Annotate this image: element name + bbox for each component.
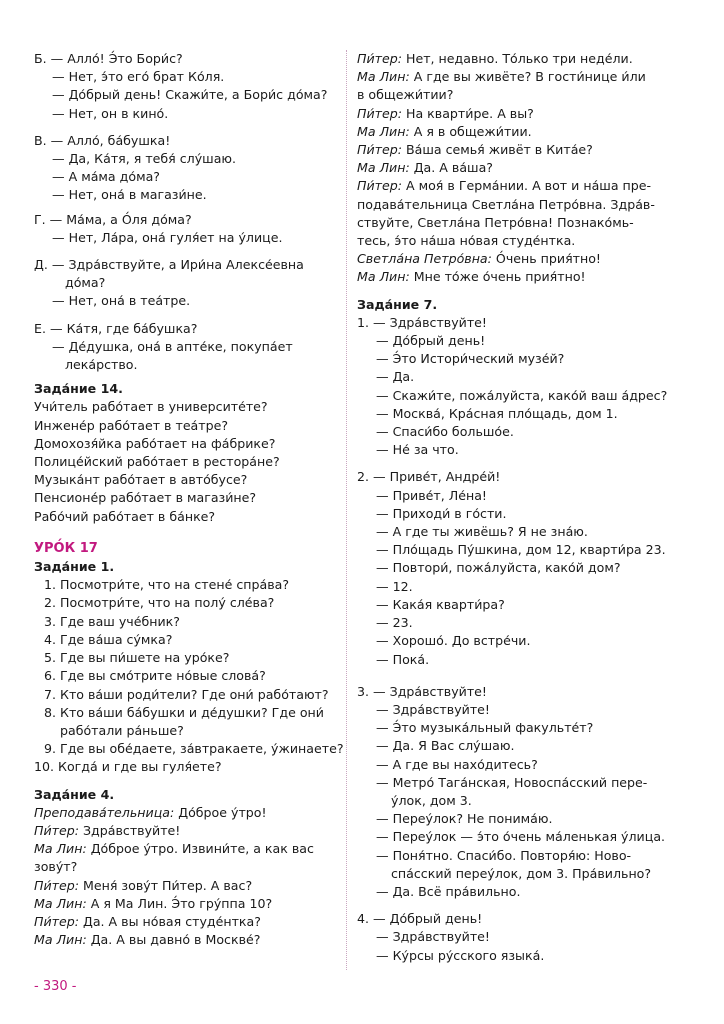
- dialog-d-line-1: Д. — Здра́вствуйте, а Ири́на Алексе́евна: [34, 257, 304, 273]
- task1-item-cont: рабо́тали ра́ньше?: [60, 722, 184, 738]
- task4-cont-line: Ма Лин: А я в общежи́тии.: [357, 123, 532, 139]
- page-number: - 330 -: [34, 979, 77, 994]
- task4-cont-line: Ма Лин: Да. А ва́ша?: [357, 160, 493, 176]
- task1-item: 7. Кто ва́ши роди́тели? Где они́ рабо́тают?: [44, 686, 329, 702]
- dialog-e-line-1: Е. — Ка́тя, где ба́бушка?: [34, 320, 198, 336]
- task7-d3-line: — Э́то музыка́льный факульте́т?: [376, 720, 594, 736]
- task14-line: Музыка́нт рабо́тает в авто́бусе?: [34, 472, 248, 488]
- dialog-e-line-2: — Де́душка, она́ в апте́ке, покупа́ет: [52, 338, 293, 354]
- task1-heading: Зада́ние 1.: [34, 559, 115, 575]
- dialog-g-line-2: — Нет, Ла́ра, она́ гуля́ет на у́лице.: [52, 229, 283, 245]
- dialog-v-line-3: — А ма́ма до́ма?: [52, 169, 160, 185]
- task7-d4-line: — Здра́вствуйте!: [376, 929, 490, 945]
- task14-line: Учи́тель рабо́тает в университе́те?: [34, 399, 268, 415]
- task7-d2-line: — 23.: [376, 615, 413, 631]
- task4-line: Ма Лин: До́брое у́тро. Извини́те, а как вас: [34, 841, 314, 857]
- task7-d3-line: — Поня́тно. Спаси́бо. Повторя́ю: Ново-: [376, 847, 632, 863]
- task4-cont-line: Ма Лин: А где вы живёте? В гости́нице и́ли: [357, 69, 646, 85]
- task7-d2-line: — 12.: [376, 578, 413, 594]
- task4-cont-line: Пи́тер: А моя́ в Герма́нии. А вот и на́ша пре-: [357, 178, 652, 194]
- task7-d2-line: — Кака́я кварти́ра?: [376, 596, 505, 612]
- task1-item: 8. Кто ва́ши ба́бушки и де́душки? Где они́: [44, 704, 324, 720]
- task7-d2-line: — Повтори́, пожа́луйста, како́й дом?: [376, 560, 621, 576]
- left-column: [34, 50, 344, 949]
- task7-d4-line: — Ку́рсы ру́сского языка́.: [376, 947, 545, 963]
- task1-item: 6. Где вы смо́трите но́вые слова́?: [44, 668, 266, 684]
- task4-cont-line: Пи́тер: На кварти́ре. А вы?: [357, 105, 534, 121]
- task4-heading: Зада́ние 4.: [34, 786, 115, 802]
- task4-cont-line: Пи́тер: Нет, недавно. То́лько три неде́ли.: [357, 51, 633, 66]
- task7-d3-line: 3. — Здра́вствуйте!: [357, 683, 487, 699]
- task7-d4-line: 4. — До́брый день!: [357, 911, 483, 927]
- task7-d2-line: — Пло́щадь Пу́шкина, дом 12, кварти́ра 23.: [376, 542, 666, 558]
- task1-item: 3. Где ваш уче́бник?: [44, 613, 180, 629]
- dialog-g-line-1: Г. — Ма́ма, а О́ля до́ма?: [34, 211, 192, 227]
- task4-line: Преподава́тельница: До́брое у́тро!: [34, 804, 267, 820]
- task7-d3-line: спа́сский переу́лок, дом 3. Пра́вильно?: [391, 865, 652, 881]
- task14-heading: Зада́ние 14.: [34, 381, 123, 397]
- task7-d1-line: 1. — Здра́вствуйте!: [357, 314, 487, 330]
- task4-cont-line: Светла́на Петро́вна: О́чень прия́тно!: [357, 251, 601, 267]
- dialog-b-line-1: Б. — Алло́! Э́то Бори́с?: [34, 51, 183, 66]
- dialog-b-line-2: — Нет, э́то его́ брат Ко́ля.: [52, 69, 225, 85]
- task4-cont-line: тесь, э́то на́ша но́вая студе́нтка.: [357, 233, 576, 249]
- dialog-b-line-3: — До́брый день! Скажи́те, а Бори́с до́ма?: [52, 87, 328, 103]
- lesson-title: УРО́К 17: [34, 540, 98, 556]
- task7-d3-line: — Метро́ Тага́нская, Новоспа́сский пере-: [376, 774, 648, 790]
- task7-d3-line: — Здра́вствуйте!: [376, 701, 490, 717]
- task4-cont-line: подава́тельница Светла́на Петро́вна. Здра́в-: [357, 196, 655, 212]
- task14-line: Домохозя́йка рабо́тает на фа́брике?: [34, 435, 276, 451]
- task7-d2-line: — А где ты живёшь? Я не зна́ю.: [376, 524, 588, 540]
- task1-item: 9. Где вы обе́даете, за́втракаете, у́жинаете?: [44, 741, 344, 757]
- task4-line: Пи́тер: Здра́вствуйте!: [34, 822, 181, 838]
- task14-line: Пенсионе́р рабо́тает в магази́не?: [34, 490, 257, 506]
- column-divider: [346, 50, 347, 970]
- task7-d1-line: — Скажи́те, пожа́луйста, како́й ваш а́дрес?: [376, 387, 668, 403]
- task4-cont-line: Ма Лин: Мне то́же о́чень прия́тно!: [357, 269, 586, 285]
- task4-line: Пи́тер: Да. А вы но́вая студе́нтка?: [34, 913, 261, 929]
- task7-d2-line: 2. — Приве́т, Андре́й!: [357, 469, 501, 485]
- task7-d1-line: — Москва́, Кра́сная пло́щадь, дом 1.: [376, 405, 618, 421]
- task7-d3-line: — Переу́лок? Не понима́ю.: [376, 811, 553, 827]
- dialog-e-line-3: лека́рство.: [65, 357, 138, 373]
- task7-d2-line: — Хорошо́. До встре́чи.: [376, 633, 531, 649]
- task1-item: 4. Где ва́ша су́мка?: [44, 631, 173, 647]
- task4-cont-line: в общежи́тии?: [357, 87, 454, 103]
- task4-line: Пи́тер: Меня́ зову́т Пи́тер. А вас?: [34, 877, 253, 893]
- task1-item: 2. Посмотри́те, что на полу́ сле́ва?: [44, 595, 275, 611]
- task7-d1-line: — Э́то Истори́ческий музе́й?: [376, 351, 565, 367]
- task7-d3-line: — А где вы нахо́дитесь?: [376, 756, 538, 772]
- task4-line: Ма Лин: А я Ма Лин. Э́то гру́ппа 10?: [34, 895, 273, 911]
- task14-line: Инжене́р рабо́тает в теа́тре?: [34, 417, 229, 433]
- dialog-d-line-2: до́ма?: [65, 275, 106, 291]
- task7-d1-line: — До́брый день!: [376, 333, 486, 349]
- task1-item: 10. Когда́ и где вы гуля́ете?: [34, 759, 222, 775]
- dialog-v-line-1: В. — Алло́, ба́бушка!: [34, 132, 171, 148]
- task4-cont-line: Пи́тер: Ва́ша семья́ живёт в Кита́е?: [357, 142, 593, 158]
- dialog-v-line-4: — Нет, она́ в магази́не.: [52, 187, 207, 203]
- task4-line: зову́т?: [34, 859, 78, 875]
- right-column: [357, 50, 695, 965]
- task14-line: Полице́йский рабо́тает в рестора́не?: [34, 454, 280, 470]
- task4-line: Ма Лин: Да. А вы давно́ в Москве́?: [34, 932, 261, 948]
- task7-heading: Зада́ние 7.: [357, 296, 438, 312]
- task7-d3-line: — Да. Всё пра́вильно.: [376, 883, 521, 899]
- task7-d1-line: — Да.: [376, 369, 415, 385]
- task7-d2-line: — Пока́.: [376, 651, 430, 667]
- dialog-b-line-4: — Нет, он в кино́.: [52, 105, 169, 121]
- task7-d3-line: — Переу́лок — э́то о́чень ма́ленькая у́лица.: [376, 829, 666, 845]
- dialog-v-line-2: — Да, Ка́тя, я тебя́ слу́шаю.: [52, 151, 237, 167]
- task1-item: 5. Где вы пи́шете на уро́ке?: [44, 650, 230, 666]
- task7-d1-line: — Спаси́бо большо́е.: [376, 424, 514, 440]
- task7-d2-line: — Приходи́ в го́сти.: [376, 505, 507, 521]
- task1-item: 1. Посмотри́те, что на стене́ спра́ва?: [44, 577, 290, 593]
- task4-cont-line: ствуйте, Светла́на Петро́вна! Познако́мь-: [357, 214, 634, 230]
- task7-d3-line: — Да. Я Вас слу́шаю.: [376, 738, 515, 754]
- task7-d3-line: у́лок, дом 3.: [391, 792, 472, 808]
- dialog-d-line-3: — Нет, она́ в теа́тре.: [52, 293, 191, 309]
- task14-line: Рабо́чий рабо́тает в ба́нке?: [34, 508, 216, 524]
- task7-d2-line: — Приве́т, Ле́на!: [376, 487, 487, 503]
- task7-d1-line: — Не́ за что.: [376, 442, 459, 458]
